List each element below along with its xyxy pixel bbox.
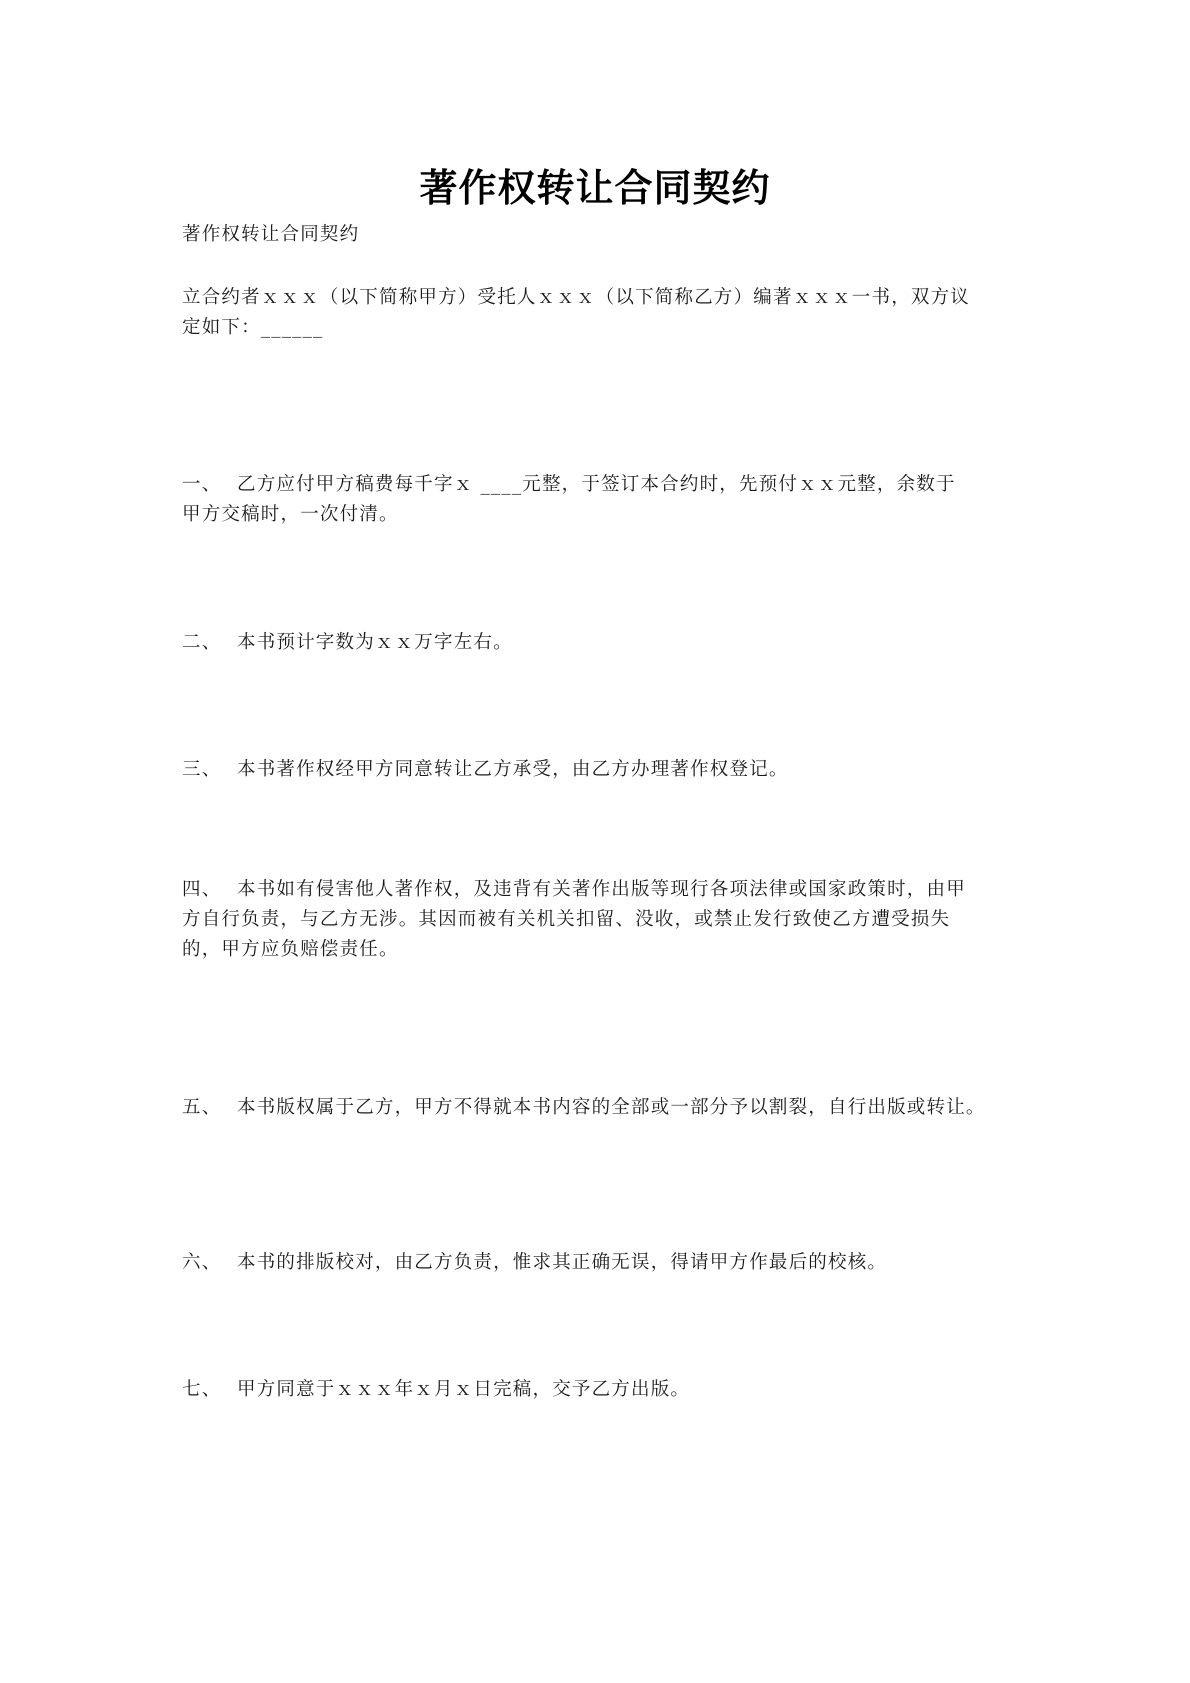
clause-text: 乙方应付甲方稿费每千字ｘ ____元整，于签订本合约时，先预付ｘｘ元整，余数于 [237,474,956,495]
clause-5-line-1 [182,1093,1014,1123]
clause-1 [182,470,1014,530]
clause-number: 六、 [182,1252,222,1273]
clause-4-line-3: 的，甲方应负赔偿责任。 [182,939,399,960]
document-subtitle [182,220,1014,250]
clause-5 [182,1093,1014,1123]
clause-number: 四、 [182,879,222,900]
intro-line-2: 定如下：______ [182,317,324,338]
clause-text: 本书著作权经甲方同意转让乙方承受，由乙方办理著作权登记。 [237,759,789,780]
clause-3 [182,755,1014,785]
clause-number: 一、 [182,474,222,495]
clause-number: 二、 [182,632,222,653]
clause-number: 五、 [182,1097,222,1118]
clause-number: 三、 [182,759,222,780]
clause-3-line-1 [182,755,1014,785]
clause-2 [182,628,1014,658]
intro-paragraph [182,283,1014,343]
intro-line-1: 立合约者ｘｘｘ（以下简称甲方）受托人ｘｘｘ（以下简称乙方）编著ｘｘｘ一书，双方议 [182,287,971,308]
clause-1-line-2: 甲方交稿时，一次付清。 [182,504,399,525]
subtitle-text: 著作权转让合同契约 [182,224,360,245]
clause-text: 甲方同意于ｘｘｘ年ｘ月ｘ日完稿，交予乙方出版。 [237,1379,691,1400]
clause-7 [182,1375,1014,1405]
clause-text: 本书版权属于乙方，甲方不得就本书内容的全部或一部分予以割裂，自行出版或转让。 [237,1097,986,1118]
clause-4 [182,875,1014,965]
clause-4-line-1 [182,875,1014,905]
clause-7-line-1 [182,1375,1014,1405]
clause-4-line-2: 方自行负责，与乙方无涉。其因而被有关机关扣留、没收，或禁止发行致使乙方遭受损失 [182,909,951,930]
clause-6 [182,1248,1014,1278]
clause-text: 本书的排版校对，由乙方负责，惟求其正确无误，得请甲方作最后的校核。 [237,1252,888,1273]
document-title: 著作权转让合同契约 [419,166,771,210]
clause-6-line-1 [182,1248,1014,1278]
clause-2-line-1 [182,628,1014,658]
clause-text: 本书预计字数为ｘｘ万字左右。 [237,632,513,653]
clause-text: 本书如有侵害他人著作权，及违背有关著作出版等现行各项法律或国家政策时，由甲 [237,879,966,900]
clause-number: 七、 [182,1379,222,1400]
clause-1-line-1 [182,470,1014,500]
